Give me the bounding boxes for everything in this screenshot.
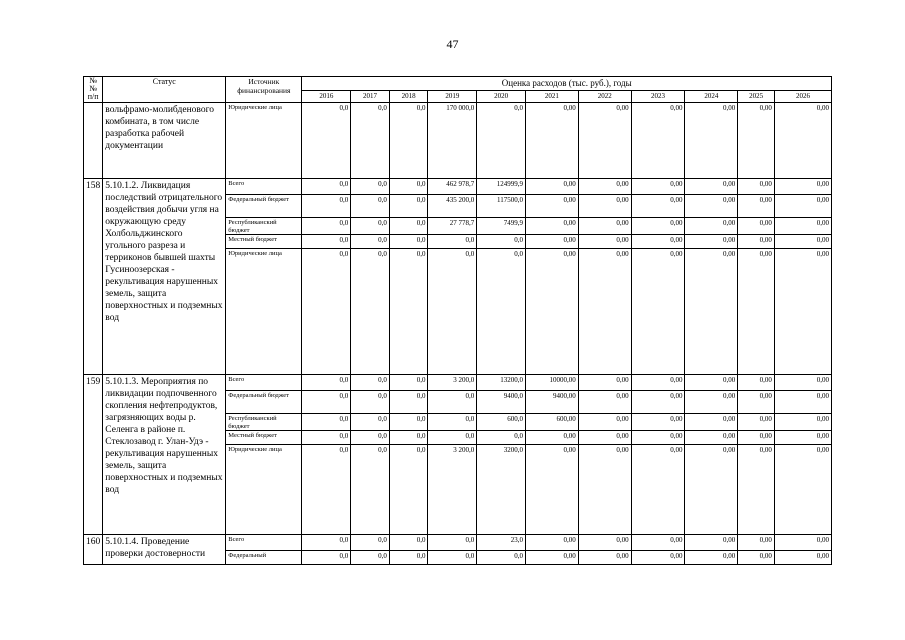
value-cell: 0,00 bbox=[578, 375, 631, 391]
value-cell: 0,00 bbox=[738, 235, 775, 249]
value-cell: 0,0 bbox=[477, 551, 526, 565]
value-cell: 0,00 bbox=[738, 414, 775, 431]
value-cell: 0,00 bbox=[578, 235, 631, 249]
value-cell: 0,0 bbox=[351, 391, 390, 414]
value-cell: 0,0 bbox=[428, 414, 477, 431]
value-cell: 0,00 bbox=[774, 103, 831, 179]
value-cell: 0,00 bbox=[774, 195, 831, 218]
value-cell: 9400,0 bbox=[477, 391, 526, 414]
value-cell: 0,00 bbox=[578, 431, 631, 445]
value-cell: 0,00 bbox=[685, 179, 738, 195]
header-year: 2016 bbox=[302, 91, 351, 103]
value-cell: 0,00 bbox=[578, 551, 631, 565]
value-cell: 0,0 bbox=[351, 249, 390, 375]
value-cell: 0,00 bbox=[578, 414, 631, 431]
value-cell: 0,00 bbox=[738, 375, 775, 391]
value-cell: 0,00 bbox=[774, 218, 831, 235]
value-cell: 0,0 bbox=[351, 445, 390, 535]
value-cell: 0,00 bbox=[578, 445, 631, 535]
value-cell: 0,00 bbox=[631, 195, 685, 218]
value-cell: 0,00 bbox=[774, 551, 831, 565]
value-cell: 0,0 bbox=[302, 249, 351, 375]
value-cell: 0,00 bbox=[631, 103, 685, 179]
value-cell: 0,00 bbox=[578, 391, 631, 414]
value-cell: 0,0 bbox=[302, 535, 351, 551]
value-cell: 117500,0 bbox=[477, 195, 526, 218]
header-year: 2026 bbox=[774, 91, 831, 103]
value-cell: 0,00 bbox=[525, 103, 578, 179]
value-cell: 0,00 bbox=[685, 103, 738, 179]
value-cell: 0,00 bbox=[631, 414, 685, 431]
value-cell: 0,0 bbox=[389, 431, 428, 445]
value-cell: 0,00 bbox=[685, 195, 738, 218]
value-cell: 0,0 bbox=[428, 551, 477, 565]
value-cell: 13200,0 bbox=[477, 375, 526, 391]
value-cell: 9400,00 bbox=[525, 391, 578, 414]
value-cell: 600,00 bbox=[525, 414, 578, 431]
header-year: 2019 bbox=[428, 91, 477, 103]
value-cell: 0,00 bbox=[631, 431, 685, 445]
value-cell: 0,00 bbox=[631, 551, 685, 565]
value-cell: 0,0 bbox=[389, 375, 428, 391]
value-cell: 0,0 bbox=[302, 414, 351, 431]
value-cell: 0,00 bbox=[774, 445, 831, 535]
funding-source-cell: Республиканский бюджет bbox=[226, 218, 302, 235]
value-cell: 0,0 bbox=[302, 235, 351, 249]
value-cell: 0,00 bbox=[525, 249, 578, 375]
value-cell: 3 200,0 bbox=[428, 375, 477, 391]
value-cell: 0,0 bbox=[302, 179, 351, 195]
value-cell: 0,00 bbox=[525, 195, 578, 218]
value-cell: 0,0 bbox=[389, 235, 428, 249]
value-cell: 0,00 bbox=[631, 445, 685, 535]
value-cell: 0,00 bbox=[685, 235, 738, 249]
value-cell: 435 200,0 bbox=[428, 195, 477, 218]
value-cell: 0,0 bbox=[389, 249, 428, 375]
value-cell: 0,00 bbox=[631, 235, 685, 249]
value-cell: 0,00 bbox=[685, 414, 738, 431]
value-cell: 0,0 bbox=[428, 431, 477, 445]
value-cell: 0,0 bbox=[351, 218, 390, 235]
table-row bbox=[84, 535, 832, 551]
funding-source-cell: Федеральный бюджет bbox=[226, 195, 302, 218]
value-cell: 0,0 bbox=[302, 218, 351, 235]
value-cell: 0,00 bbox=[631, 375, 685, 391]
value-cell: 0,00 bbox=[774, 249, 831, 375]
header-year: 2018 bbox=[389, 91, 428, 103]
value-cell: 0,0 bbox=[302, 391, 351, 414]
value-cell: 3 200,0 bbox=[428, 445, 477, 535]
value-cell: 124999,9 bbox=[477, 179, 526, 195]
value-cell: 0,0 bbox=[428, 535, 477, 551]
header-status: Статус bbox=[103, 77, 226, 103]
funding-source-cell: Всего bbox=[226, 375, 302, 391]
header-estimate: Оценка расходов (тыс. руб.), годы bbox=[302, 77, 832, 91]
value-cell: 0,00 bbox=[738, 195, 775, 218]
value-cell: 0,0 bbox=[351, 414, 390, 431]
value-cell: 0,0 bbox=[477, 235, 526, 249]
value-cell: 0,00 bbox=[685, 218, 738, 235]
value-cell: 0,00 bbox=[578, 195, 631, 218]
value-cell: 0,00 bbox=[774, 535, 831, 551]
funding-source-cell: Местный бюджет bbox=[226, 431, 302, 445]
header-year: 2023 bbox=[631, 91, 685, 103]
status-cell: вольфрамо-молибденового комбината, в том числе разработка рабочей документации bbox=[103, 103, 226, 179]
value-cell: 3200,0 bbox=[477, 445, 526, 535]
header-year: 2025 bbox=[738, 91, 775, 103]
value-cell: 0,00 bbox=[685, 535, 738, 551]
value-cell: 0,00 bbox=[738, 535, 775, 551]
value-cell: 0,0 bbox=[351, 195, 390, 218]
value-cell: 0,00 bbox=[738, 103, 775, 179]
value-cell: 0,00 bbox=[774, 391, 831, 414]
value-cell: 170 000,0 bbox=[428, 103, 477, 179]
value-cell: 0,00 bbox=[525, 218, 578, 235]
value-cell: 0,0 bbox=[302, 431, 351, 445]
table-row bbox=[84, 375, 832, 391]
value-cell: 0,00 bbox=[774, 414, 831, 431]
value-cell: 0,00 bbox=[685, 431, 738, 445]
page-number: 47 bbox=[446, 37, 459, 51]
row-number: 158 bbox=[84, 179, 103, 375]
value-cell: 0,00 bbox=[578, 179, 631, 195]
value-cell: 0,0 bbox=[302, 445, 351, 535]
value-cell: 0,0 bbox=[428, 235, 477, 249]
value-cell: 0,00 bbox=[631, 391, 685, 414]
value-cell: 0,00 bbox=[685, 249, 738, 375]
value-cell: 0,0 bbox=[389, 551, 428, 565]
funding-source-cell: Всего bbox=[226, 179, 302, 195]
value-cell: 0,00 bbox=[738, 179, 775, 195]
value-cell: 462 978,7 bbox=[428, 179, 477, 195]
header-source: Источник финансирования bbox=[226, 77, 302, 103]
row-number: 159 bbox=[84, 375, 103, 535]
value-cell: 0,0 bbox=[302, 195, 351, 218]
value-cell: 0,0 bbox=[389, 391, 428, 414]
value-cell: 0,0 bbox=[351, 179, 390, 195]
funding-source-cell: Всего bbox=[226, 535, 302, 551]
value-cell: 0,00 bbox=[774, 235, 831, 249]
expenditure-table bbox=[83, 76, 832, 565]
value-cell: 0,0 bbox=[351, 551, 390, 565]
value-cell: 23,0 bbox=[477, 535, 526, 551]
table-row bbox=[84, 103, 832, 179]
funding-source-cell: Республиканский бюджет bbox=[226, 414, 302, 431]
value-cell: 0,0 bbox=[302, 103, 351, 179]
value-cell: 0,0 bbox=[389, 414, 428, 431]
value-cell: 0,0 bbox=[351, 103, 390, 179]
value-cell: 0,00 bbox=[631, 535, 685, 551]
header-year: 2017 bbox=[351, 91, 390, 103]
funding-source-cell: Местный бюджет bbox=[226, 235, 302, 249]
header-year: 2020 bbox=[477, 91, 526, 103]
value-cell: 0,0 bbox=[302, 375, 351, 391]
status-cell: 5.10.1.3. Мероприятия по ликвидации подпочвенного скопления нефтепродуктов, загрязняющих воды р. Селенга в районе п. Стеклозавод г. Улан-Удэ - рекультивация нарушенных земель, защита поверхностных и подземных вод bbox=[103, 375, 226, 535]
funding-source-cell: Федеральный бюджет bbox=[226, 391, 302, 414]
value-cell: 0,00 bbox=[685, 391, 738, 414]
value-cell: 0,0 bbox=[389, 195, 428, 218]
status-cell: 5.10.1.2. Ликвидация последствий отрицательного воздействия добычи угля на окружающую среду Холбольджинского угольного разреза и терриконов бывшей шахты Гусиноозерская - рекультивация нарушенных земель, защита поверхностных и подземных вод bbox=[103, 179, 226, 375]
value-cell: 0,00 bbox=[578, 249, 631, 375]
value-cell: 0,00 bbox=[738, 431, 775, 445]
value-cell: 0,00 bbox=[525, 445, 578, 535]
value-cell: 0,00 bbox=[525, 551, 578, 565]
value-cell: 0,00 bbox=[738, 249, 775, 375]
header-year: 2024 bbox=[685, 91, 738, 103]
funding-source-cell: Юридические лица bbox=[226, 249, 302, 375]
value-cell: 0,0 bbox=[351, 535, 390, 551]
value-cell: 0,00 bbox=[631, 249, 685, 375]
value-cell: 0,0 bbox=[428, 391, 477, 414]
funding-source-cell: Юридические лица bbox=[226, 445, 302, 535]
value-cell: 0,00 bbox=[738, 391, 775, 414]
value-cell: 0,0 bbox=[477, 103, 526, 179]
value-cell: 0,00 bbox=[631, 218, 685, 235]
value-cell: 0,00 bbox=[578, 535, 631, 551]
value-cell: 0,00 bbox=[525, 431, 578, 445]
funding-source-cell: Федеральный bbox=[226, 551, 302, 565]
value-cell: 27 778,7 bbox=[428, 218, 477, 235]
value-cell: 0,00 bbox=[525, 179, 578, 195]
value-cell: 0,00 bbox=[774, 375, 831, 391]
value-cell: 0,00 bbox=[631, 179, 685, 195]
value-cell: 0,00 bbox=[525, 535, 578, 551]
value-cell: 10000,00 bbox=[525, 375, 578, 391]
value-cell: 0,0 bbox=[389, 445, 428, 535]
row-number bbox=[84, 103, 103, 179]
value-cell: 0,0 bbox=[389, 218, 428, 235]
value-cell: 0,00 bbox=[774, 179, 831, 195]
header-year: 2022 bbox=[578, 91, 631, 103]
status-cell: 5.10.1.4. Проведение проверки достоверности bbox=[103, 535, 226, 565]
table-row bbox=[84, 179, 832, 195]
value-cell: 0,00 bbox=[685, 375, 738, 391]
value-cell: 0,00 bbox=[525, 235, 578, 249]
value-cell: 0,0 bbox=[389, 179, 428, 195]
value-cell: 0,0 bbox=[389, 535, 428, 551]
value-cell: 0,0 bbox=[477, 249, 526, 375]
value-cell: 0,00 bbox=[685, 551, 738, 565]
value-cell: 0,00 bbox=[774, 431, 831, 445]
value-cell: 0,00 bbox=[738, 551, 775, 565]
funding-source-cell: Юридические лица bbox=[226, 103, 302, 179]
header-year: 2021 bbox=[525, 91, 578, 103]
value-cell: 0,0 bbox=[477, 431, 526, 445]
value-cell: 0,0 bbox=[351, 375, 390, 391]
value-cell: 0,0 bbox=[389, 103, 428, 179]
value-cell: 0,0 bbox=[302, 551, 351, 565]
value-cell: 0,00 bbox=[578, 103, 631, 179]
value-cell: 7499,9 bbox=[477, 218, 526, 235]
value-cell: 0,00 bbox=[578, 218, 631, 235]
value-cell: 0,00 bbox=[738, 445, 775, 535]
row-number: 160 bbox=[84, 535, 103, 565]
value-cell: 0,0 bbox=[351, 431, 390, 445]
value-cell: 0,0 bbox=[428, 249, 477, 375]
value-cell: 0,00 bbox=[738, 218, 775, 235]
value-cell: 0,00 bbox=[685, 445, 738, 535]
value-cell: 0,0 bbox=[351, 235, 390, 249]
header-no: № № п/п bbox=[84, 77, 103, 103]
value-cell: 600,0 bbox=[477, 414, 526, 431]
